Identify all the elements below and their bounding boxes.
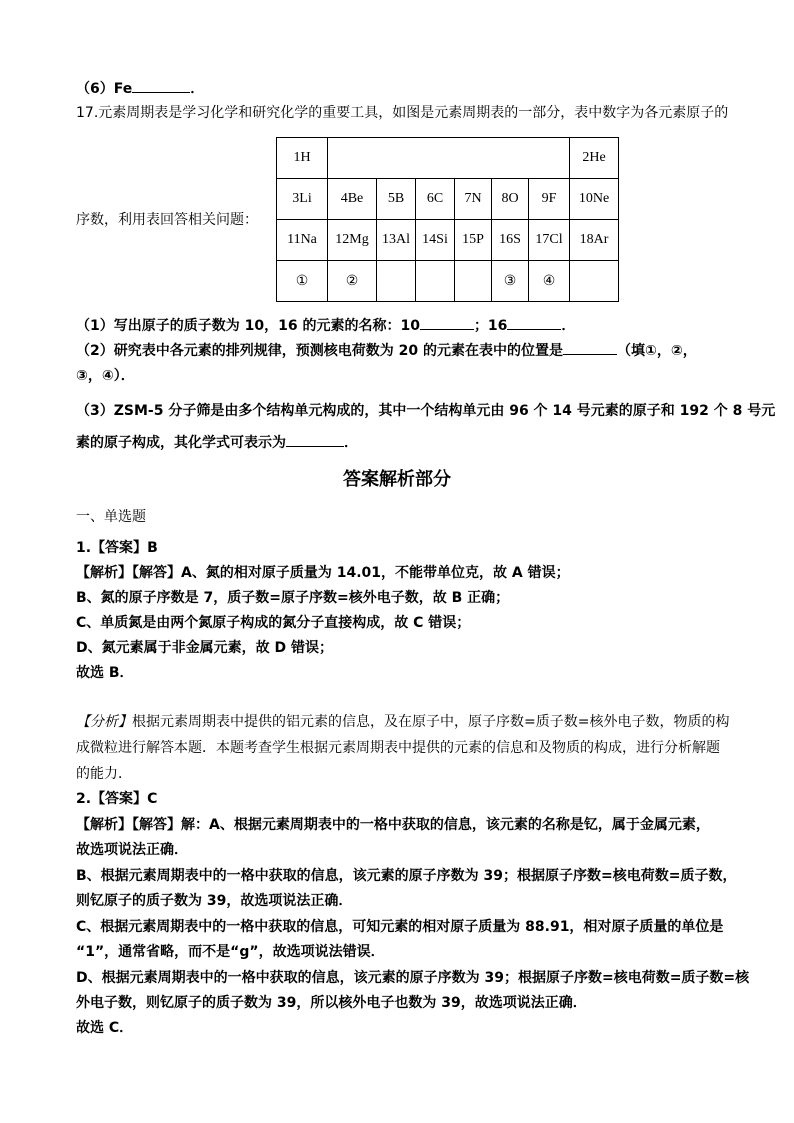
- answer-section-heading: 答案解析部分: [343, 469, 451, 490]
- q17-part3: （3）ZSM-5 分子筛是由多个结构单元构成的，其中一个结构单元由 96 个 14 号元素的原子和 192 个 8 号元: [76, 403, 776, 419]
- table-row: 11Na 12Mg 13Al 14Si 15P 16S 17Cl 18Ar: [277, 220, 619, 261]
- answer-1-line-4: D、氮元素属于非金属元素，故 D 错误；: [76, 640, 333, 656]
- answer-2-line-4: D、根据元素周期表中的一格中获取的信息，该元素的原子序数为 39；根据原子序数=核电荷数=质子数=核: [76, 970, 750, 986]
- q17-part1: （1）写出原子的质子数为 10，16 的元素的名称：10 ；16 ．: [76, 315, 575, 336]
- answer-2-line-3-cont: “1”，通常省略，而不是“g”，故选项说法错误．: [76, 944, 385, 960]
- q17-intro-cont: 序数，利用表回答相关问题：: [76, 212, 258, 228]
- answer-1-analysis: 【分析】根据元素周期表中提供的铝元素的信息，及在原子中，原子序数=质子数=核外电子数，物质的构: [76, 714, 730, 730]
- answer-2-line-3: C、根据元素周期表中的一格中获取的信息，可知元素的相对原子质量为 88.91，相对原子质量的单位是: [76, 919, 724, 935]
- answer-blank: [563, 340, 617, 355]
- q17-part3-cont: 素的原子构成，其化学式可表示为 ．: [76, 432, 358, 453]
- answer-2-header: 2.【答案】C: [76, 791, 158, 807]
- answer-blank: [132, 78, 190, 93]
- answer-1-line-5: 故选 B．: [76, 665, 134, 681]
- answer-2-line-2: B、根据元素周期表中的一格中获取的信息，该元素的原子序数为 39；根据原子序数=核电荷数=质子数，: [76, 868, 737, 884]
- answer-2-line-1: 【解析】【解答】解：A、根据元素周期表中的一格中获取的信息，该元素的名称是钇，属于金属元素，: [76, 817, 710, 833]
- q17-intro: 17.元素周期表是学习化学和研究化学的重要工具，如图是元素周期表的一部分，表中数字为各元素原子的: [76, 105, 729, 121]
- answer-2-line-4-cont: 外电子数，则钇原子的质子数为 39，所以核外电子也数为 39，故选项说法正确．: [76, 995, 587, 1011]
- periodic-table: [276, 137, 619, 302]
- section-title: 一、单选题: [76, 509, 146, 525]
- answer-1-header: 1.【答案】B: [76, 540, 158, 556]
- answer-1-line-3: C、单质氮是由两个氮原子构成的氮分子直接构成，故 C 错误；: [76, 615, 471, 631]
- answer-2-line-1-cont: 故选项说法正确．: [76, 842, 188, 858]
- answer-1-analysis-cont: 成微粒进行解答本题．本题考查学生根据元素周期表中提供的元素的信息和及物质的构成，进行分析解题: [76, 740, 720, 756]
- q17-part2-cont: ③，④）．: [76, 368, 135, 384]
- answer-1-line-2: B、氮的原子序数是 7，质子数=原子序数=核外电子数，故 B 正确；: [76, 590, 510, 606]
- q16-part6: （6）Fe ．: [76, 78, 204, 99]
- answer-1-line-1: 【解析】【解答】A、氮的相对原子质量为 14.01，不能带单位克，故 A 错误；: [76, 565, 570, 581]
- q17-part2: （2）研究表中各元素的排列规律，预测核电荷数为 20 的元素在表中的位置是 （填①，②，: [76, 340, 697, 361]
- table-row: 1H 2He: [277, 138, 619, 179]
- answer-2-line-5: 故选 C．: [76, 1020, 134, 1036]
- table-row: 3Li 4Be 5B 6C 7N 8O 9F 10Ne: [277, 179, 619, 220]
- table-row: ① ② ③ ④: [277, 261, 619, 302]
- answer-blank: [286, 432, 344, 447]
- answer-2-line-2-cont: 则钇原子的质子数为 39，故选项说法正确．: [76, 893, 353, 909]
- answer-blank: [420, 315, 474, 330]
- answer-1-analysis-cont: 的能力．: [76, 766, 132, 782]
- answer-blank: [507, 315, 561, 330]
